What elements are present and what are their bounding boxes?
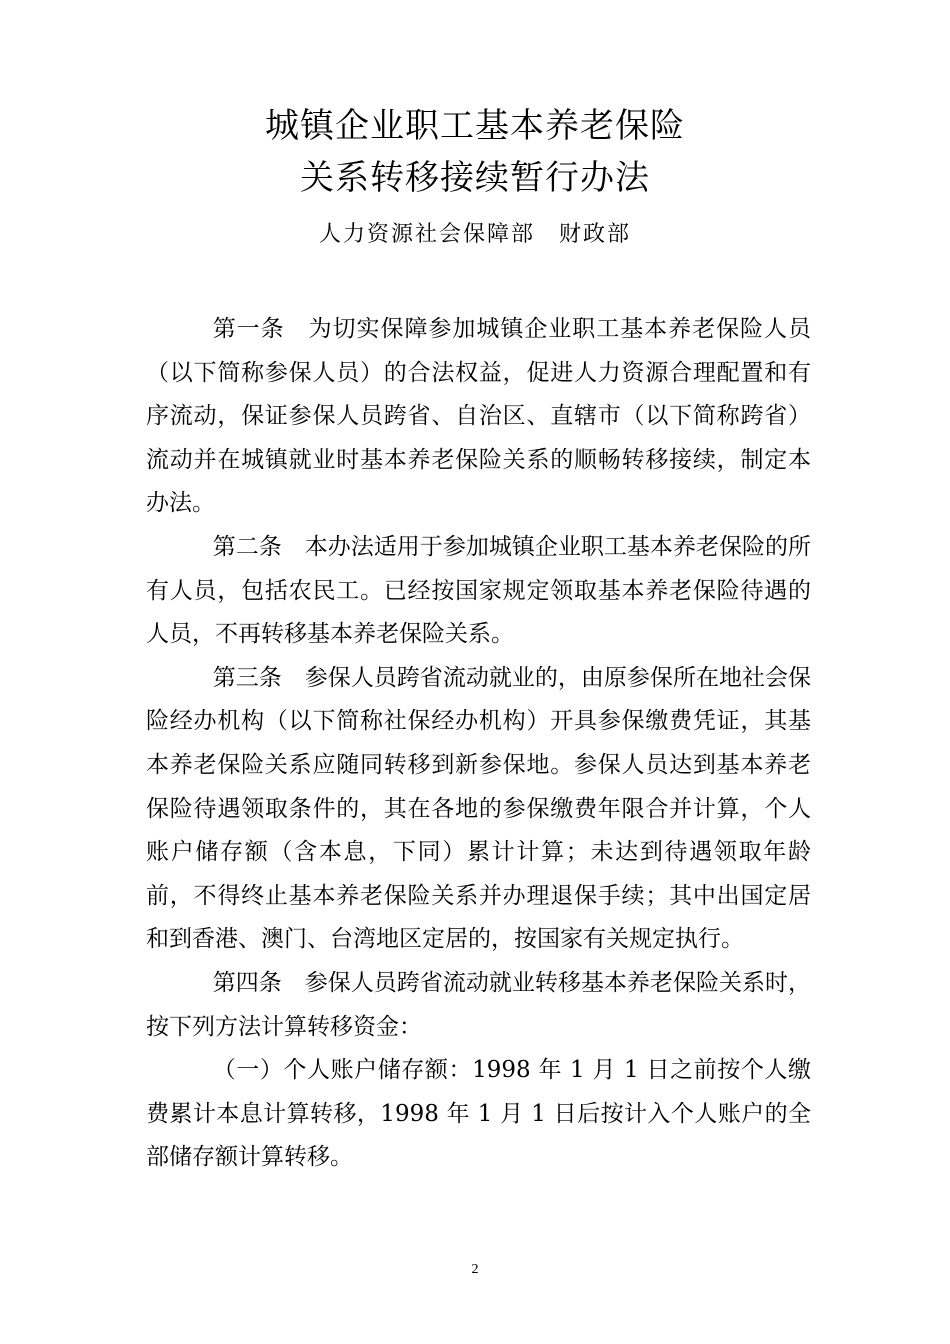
article-2-text: 本办法适用于参加城镇企业职工基本养老保险的所有人员，包括农民工。已经按国家规定领取基本养老保险待遇的人员，不再转移基本养老保险关系。	[146, 533, 812, 648]
article-3-text: 参保人员跨省流动就业的，由原参保所在地社会保险经办机构（以下简称社保经办机构）开具参保缴费凭证，其基本养老保险关系应随同转移到新参保地。参保人员达到基本养老保险待遇领取条件的，其在各地的参保缴费年限合并计算，个人账户储存额（含本息，下同）累计计算；未达到待遇领取年龄前，不得终止基本养老保险关系并办理退保手续；其中出国定居和到香港、澳门、台湾地区定居的，按国家有关规定执行。	[146, 664, 812, 953]
article-1	[146, 308, 811, 526]
issuing-authorities: 人力资源社会保障部 财政部	[318, 222, 631, 247]
article-4-label: 第四条	[212, 969, 305, 996]
document-title-line-1: 城镇企业职工基本养老保险	[265, 106, 685, 146]
page-number: 2	[471, 1262, 479, 1277]
article-4	[146, 962, 811, 1049]
article-2	[146, 526, 811, 657]
document-title-line-2: 关系转移接续暂行办法	[300, 158, 650, 198]
article-4-text: 参保人员跨省流动就业转移基本养老保险关系时，按下列方法计算转移资金：	[146, 969, 812, 1040]
article-3-label: 第三条	[212, 664, 305, 691]
document-body	[146, 308, 811, 1180]
article-4-clause-1: （一）个人账户储存额：1998 年 1 月 1 日之前按个人缴费累计本息计算转移，1998 年 1 月 1 日后按计入个人账户的全部储存额计算转移。	[146, 1057, 811, 1171]
article-1-label: 第一条	[212, 316, 309, 342]
article-1-text: 为切实保障参加城镇企业职工基本养老保险人员（以下简称参保人员）的合法权益，促进人力资源合理配置和有序流动，保证参保人员跨省、自治区、直辖市（以下简称跨省）流动并在城镇就业时基本养老保险关系的顺畅转移接续，制定本办法。	[146, 316, 812, 517]
article-2-label: 第二条	[212, 533, 305, 560]
article-3	[146, 657, 811, 962]
